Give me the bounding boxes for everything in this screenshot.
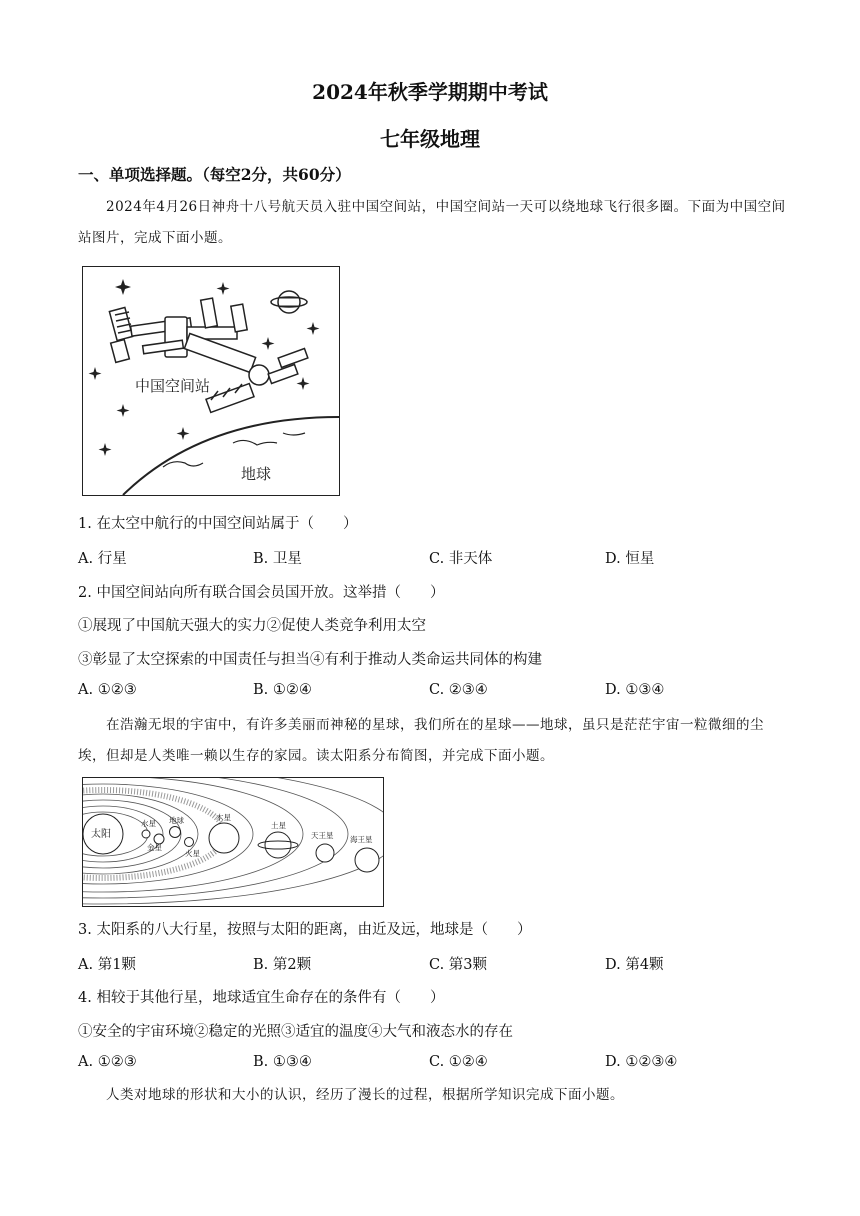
- q4-option-a[interactable]: A. ①②③: [78, 1054, 137, 1070]
- q1-option-a[interactable]: A. 行星: [78, 551, 127, 567]
- q1-option-b[interactable]: B. 卫星: [253, 551, 302, 567]
- question-4-statement-1: ①安全的宇宙环境②稳定的光照③适宜的温度④大气和液态水的存在: [78, 1024, 513, 1040]
- q2-option-c[interactable]: C. ②③④: [429, 682, 488, 698]
- jupiter-label: 木星: [216, 813, 231, 822]
- solar-system-diagram: [83, 778, 383, 906]
- earth-horizon: [123, 417, 339, 495]
- q2-option-a[interactable]: A. ①②③: [78, 682, 137, 698]
- venus-label: 金星: [147, 843, 162, 852]
- q3-option-b[interactable]: B. 第2颗: [253, 957, 312, 973]
- question-1-options: [0, 547, 860, 569]
- planet-icon: [271, 291, 307, 313]
- space-station-figure: [82, 266, 340, 496]
- question-1-stem: 1. 在太空中航行的中国空间站属于（ ）: [78, 516, 358, 532]
- q1-option-c[interactable]: C. 非天体: [429, 551, 493, 567]
- intro-paragraph-1: 2024年4月26日神舟十八号航天员入驻中国空间站，中国空间站一天可以绕地球飞行很多圈。下面为中国空间站图片，完成下面小题。: [78, 199, 786, 246]
- space-station-icon: [109, 298, 307, 412]
- q4-option-c[interactable]: C. ①②④: [429, 1054, 488, 1070]
- uranus-label: 天王星: [311, 831, 334, 840]
- question-2-statement-1: ①展现了中国航天强大的实力②促使人类竞争利用太空: [78, 618, 426, 634]
- q3-option-d[interactable]: D. 第4颗: [605, 957, 664, 973]
- intro-paragraph-2: 在浩瀚无垠的宇宙中，有许多美丽而神秘的星球，我们所在的星球——地球，虽只是茫茫宇宙一粒微细的尘埃，但却是人类唯一赖以生存的家园。读太阳系分布简图，并完成下面小题。: [78, 717, 764, 764]
- question-4-stem: 4. 相较于其他行星，地球适宜生命存在的条件有（ ）: [78, 990, 445, 1006]
- station-label: 中国空间站: [135, 377, 211, 395]
- question-2-stem: 2. 中国空间站向所有联合国会员国开放。这举措（ ）: [78, 585, 445, 601]
- neptune-label: 海王星: [350, 835, 373, 844]
- question-3-options: [0, 953, 860, 975]
- q3-option-a[interactable]: A. 第1颗: [78, 957, 136, 973]
- exam-title: 2024年秋季学期期中考试: [312, 80, 548, 104]
- question-4-options: [0, 1054, 860, 1076]
- exam-subtitle: 七年级地理: [380, 127, 480, 151]
- q4-option-b[interactable]: B. ①③④: [253, 1054, 312, 1070]
- q4-option-d[interactable]: D. ①②③④: [605, 1054, 678, 1070]
- q2-option-d[interactable]: D. ①③④: [605, 682, 665, 698]
- q2-option-b[interactable]: B. ①②④: [253, 682, 312, 698]
- sun-label: 太阳: [91, 829, 111, 840]
- section-heading: 一、单项选择题。（每空2分，共60分）: [78, 165, 351, 184]
- mercury-label: 水星: [141, 819, 156, 828]
- question-3-stem: 3. 太阳系的八大行星，按照与太阳的距离，由近及远，地球是（ ）: [78, 922, 532, 938]
- question-2-statement-2: ③彰显了太空探索的中国责任与担当④有利于推动人类命运共同体的构建: [78, 652, 542, 668]
- planet-bodies: [83, 814, 379, 872]
- question-2-options: [0, 682, 860, 704]
- intro-paragraph-3: 人类对地球的形状和大小的认识，经历了漫长的过程，根据所学知识完成下面小题。: [106, 1087, 624, 1103]
- solar-system-figure: [82, 777, 384, 907]
- space-station-illustration: [83, 267, 339, 495]
- q1-option-d[interactable]: D. 恒星: [605, 551, 655, 567]
- mars-label: 火星: [185, 849, 200, 858]
- saturn-label: 土星: [271, 821, 286, 830]
- earth-label: 地球: [241, 465, 272, 483]
- q3-option-c[interactable]: C. 第3颗: [429, 957, 488, 973]
- earth-label-2: 地球: [169, 816, 184, 825]
